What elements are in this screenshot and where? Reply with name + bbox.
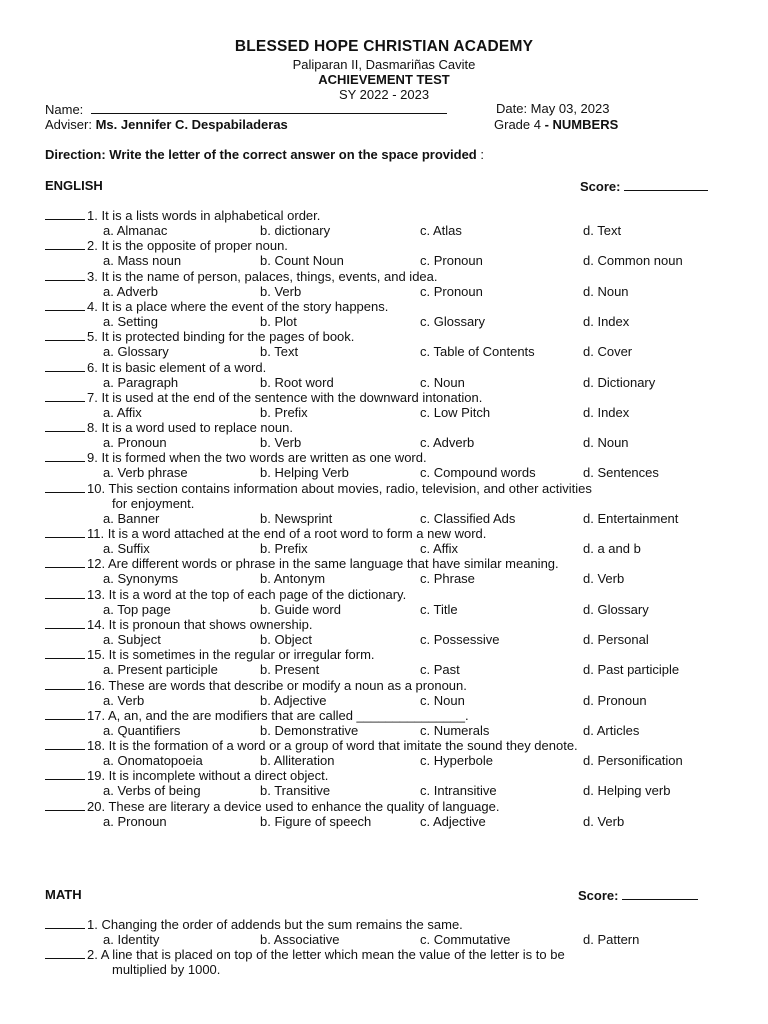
question-text: 20. These are literary a device used to enhance the quality of language. xyxy=(87,798,500,814)
option-b: b. Demonstrative xyxy=(260,722,359,738)
option-d: d. Entertainment xyxy=(583,510,679,526)
question-7 xyxy=(45,390,745,405)
option-d: d. Helping verb xyxy=(583,783,671,799)
math-score xyxy=(578,887,698,903)
question-text: 5. It is protected binding for the pages of book. xyxy=(87,329,355,345)
question-text: 14. It is pronoun that shows ownership. xyxy=(87,616,313,632)
answer-blank[interactable] xyxy=(45,708,85,720)
test-date: Date: May 03, 2023 xyxy=(496,101,610,116)
question-text: 17. A, an, and the are modifiers that are called _______________. xyxy=(87,707,469,723)
option-b: b. Prefix xyxy=(260,404,308,420)
answer-blank[interactable] xyxy=(45,238,85,250)
math-score-label: Score: xyxy=(578,888,619,903)
answer-blank[interactable] xyxy=(45,299,85,311)
question-text: 12. Are different words or phrase in the same language that have similar meaning. xyxy=(87,556,559,572)
option-a: a. Suffix xyxy=(103,541,150,556)
option-b: b. Transitive xyxy=(260,783,331,799)
direction-colon: : xyxy=(476,147,484,162)
option-b: b. Root word xyxy=(260,374,334,390)
question-text: 9. It is formed when the two words are written as one word. xyxy=(87,450,427,466)
option-b: b. Object xyxy=(260,631,313,647)
answer-blank[interactable] xyxy=(45,481,85,493)
option-d: d. Sentences xyxy=(583,465,659,481)
option-a: a. Pronoun xyxy=(103,435,167,451)
option-a: a. Synonyms xyxy=(103,571,179,587)
option-a: a. Glossary xyxy=(103,344,169,360)
option-b: b. Present xyxy=(260,662,320,678)
option-d: d. Index xyxy=(583,313,630,329)
question-4 xyxy=(45,299,745,314)
option-b: b. Helping Verb xyxy=(260,465,349,481)
option-b: b. Text xyxy=(260,344,299,360)
option-c: c. Noun xyxy=(420,374,465,390)
option-a: a. Identity xyxy=(103,932,160,947)
direction-row xyxy=(45,147,484,162)
option-d: d. Dictionary xyxy=(583,374,656,390)
option-c: c. Glossary xyxy=(420,313,486,329)
grade-label: Grade 4 xyxy=(494,117,545,132)
question-1 xyxy=(45,917,745,932)
option-d: d. Pattern xyxy=(583,932,640,947)
question-1 xyxy=(45,208,745,223)
option-c: c. Noun xyxy=(420,692,465,708)
option-c: c. Phrase xyxy=(420,571,475,587)
answer-blank[interactable] xyxy=(45,329,85,341)
option-a: a. Adverb xyxy=(103,283,158,299)
answer-blank[interactable] xyxy=(45,208,85,220)
answer-blank[interactable] xyxy=(45,360,85,372)
question-2 xyxy=(45,238,745,253)
question-text: 13. It is a word at the top of each page of the dictionary. xyxy=(87,586,407,602)
question-text: 8. It is a word used to replace noun. xyxy=(87,420,293,436)
answer-blank[interactable] xyxy=(45,768,85,780)
option-b: b. Verb xyxy=(260,435,302,451)
option-c: c. Adjective xyxy=(420,813,486,829)
direction-text: Direction: Write the letter of the correct answer on the space provided xyxy=(45,147,477,162)
option-a: a. Setting xyxy=(103,313,158,329)
option-d: d. Index xyxy=(583,404,630,420)
question-text: 1. Changing the order of addends but the sum remains the same. xyxy=(87,917,463,932)
school-name: BLESSED HOPE CHRISTIAN ACADEMY xyxy=(234,38,534,55)
option-d: d. Personification xyxy=(583,753,683,769)
question-17 xyxy=(45,708,745,723)
option-a: a. Mass noun xyxy=(103,253,182,269)
question-text: 19. It is incomplete without a direct object. xyxy=(87,768,329,784)
english-score-blank[interactable] xyxy=(624,178,708,191)
option-a: a. Top page xyxy=(103,601,171,617)
option-c: c. Adverb xyxy=(420,435,475,451)
question-text: 4. It is a place where the event of the story happens. xyxy=(87,298,389,314)
option-a: a. Verbs of being xyxy=(103,783,201,799)
option-d: d. Glossary xyxy=(583,601,649,617)
option-d: d. Verb xyxy=(583,813,625,829)
question-text: 6. It is basic element of a word. xyxy=(87,359,267,375)
option-a: a. Subject xyxy=(103,631,161,647)
grade-section: - NUMBERS xyxy=(544,117,619,132)
question-text: 18. It is the formation of a word or a group of word that imitate the sound they denote. xyxy=(87,738,578,754)
option-b: b. Count Noun xyxy=(260,253,344,269)
option-b: b. dictionary xyxy=(260,223,331,238)
question-11 xyxy=(45,526,745,541)
question-text: 3. It is the name of person, palaces, things, events, and idea. xyxy=(87,268,438,284)
answer-blank[interactable] xyxy=(45,450,85,462)
question-6 xyxy=(45,360,745,375)
name-label: Name: xyxy=(45,102,84,117)
option-d: d. Noun xyxy=(583,435,629,451)
question-3 xyxy=(45,269,745,284)
question-20 xyxy=(45,799,745,814)
option-c: c. Atlas xyxy=(420,223,462,238)
option-d: d. Verb xyxy=(583,571,625,587)
option-b: b. Verb xyxy=(260,283,302,299)
test-title: ACHIEVEMENT TEST xyxy=(318,72,450,87)
option-c: c. Pronoun xyxy=(420,253,483,269)
option-a: a. Verb xyxy=(103,692,145,708)
question-18 xyxy=(45,738,745,753)
option-c: c. Numerals xyxy=(420,722,490,738)
answer-blank[interactable] xyxy=(45,420,85,432)
option-c: c. Compound words xyxy=(420,465,536,481)
answer-blank[interactable] xyxy=(45,647,85,659)
option-c: c. Possessive xyxy=(420,631,500,647)
name-row xyxy=(45,101,447,117)
question-text: 2. A line that is placed on top of the letter which mean the value of the letter is to be xyxy=(87,947,565,963)
adviser-name: Ms. Jennifer C. Despabiladeras xyxy=(95,117,288,132)
option-c: c. Hyperbole xyxy=(420,753,493,769)
answer-blank[interactable] xyxy=(45,617,85,629)
question-14 xyxy=(45,617,745,632)
option-b: b. Alliteration xyxy=(260,753,335,769)
option-d: d. Pronoun xyxy=(583,692,647,708)
school-year: SY 2022 - 2023 xyxy=(338,87,430,102)
question-10 xyxy=(45,480,745,511)
question-text: 11. It is a word attached at the end of a root word to form a new word. xyxy=(87,526,487,541)
english-section-title: ENGLISH xyxy=(45,178,103,193)
option-c: c. Table of Contents xyxy=(420,344,535,360)
option-d: d. Past participle xyxy=(583,662,680,678)
option-d: d. a and b xyxy=(583,541,641,556)
math-score-blank[interactable] xyxy=(622,887,698,900)
question-text: 7. It is used at the end of the sentence with the downward intonation. xyxy=(87,389,483,405)
option-a: a. Pronoun xyxy=(103,813,167,829)
option-c: c. Affix xyxy=(420,541,459,556)
option-a: a. Onomatopoeia xyxy=(103,753,203,769)
option-a: a. Banner xyxy=(103,510,160,526)
option-a: a. Paragraph xyxy=(103,374,179,390)
option-c: c. Commutative xyxy=(420,932,511,947)
option-b: b. Newsprint xyxy=(260,510,333,526)
option-b: b. Adjective xyxy=(260,692,327,708)
english-score-label: Score: xyxy=(580,179,621,194)
question-13 xyxy=(45,587,745,602)
question-text: 16. These are words that describe or modify a noun as a pronoun. xyxy=(87,677,467,693)
answer-blank[interactable] xyxy=(45,947,85,959)
option-c: c. Pronoun xyxy=(420,283,483,299)
option-c: c. Classified Ads xyxy=(420,510,516,526)
option-d: d. Articles xyxy=(583,722,640,738)
question-5 xyxy=(45,329,745,344)
answer-blank[interactable] xyxy=(45,738,85,750)
option-a: a. Almanac xyxy=(103,223,168,238)
question-text-continued: for enjoyment. xyxy=(112,495,195,511)
adviser-row xyxy=(45,117,288,132)
option-a: a. Quantifiers xyxy=(103,722,181,738)
answer-blank[interactable] xyxy=(45,526,85,538)
adviser-label: Adviser: xyxy=(45,117,92,132)
option-b: b. Figure of speech xyxy=(260,813,372,829)
question-12 xyxy=(45,556,745,571)
option-d: d. Cover xyxy=(583,344,633,360)
option-b: b. Guide word xyxy=(260,601,341,617)
math-section-title: MATH xyxy=(45,887,82,902)
option-b: b. Plot xyxy=(260,313,297,329)
option-d: d. Personal xyxy=(583,631,649,647)
question-text: 2. It is the opposite of proper noun. xyxy=(87,238,288,254)
question-16 xyxy=(45,678,745,693)
option-c: c. Intransitive xyxy=(420,783,497,799)
answer-blank[interactable] xyxy=(45,678,85,690)
option-d: d. Common noun xyxy=(583,253,683,269)
option-d: d. Text xyxy=(583,223,622,238)
option-b: b. Antonym xyxy=(260,571,326,587)
option-c: c. Low Pitch xyxy=(420,404,491,420)
option-a: a. Present participle xyxy=(103,662,218,678)
option-d: d. Noun xyxy=(583,283,629,299)
school-address: Paliparan II, Dasmariñas Cavite xyxy=(292,57,476,72)
option-b: b. Associative xyxy=(260,932,340,947)
question-2 xyxy=(45,947,745,978)
answer-blank[interactable] xyxy=(45,269,85,281)
question-text: 1. It is a lists words in alphabetical order. xyxy=(87,208,321,223)
question-8 xyxy=(45,420,745,435)
grade-row xyxy=(494,117,618,132)
question-text: 15. It is sometimes in the regular or irregular form. xyxy=(87,647,375,663)
question-9 xyxy=(45,450,745,465)
option-b: b. Prefix xyxy=(260,541,308,556)
question-15 xyxy=(45,647,745,662)
name-blank[interactable] xyxy=(91,101,447,114)
english-score xyxy=(580,178,708,194)
question-text-continued: multiplied by 1000. xyxy=(112,962,221,978)
option-a: a. Verb phrase xyxy=(103,465,188,481)
answer-blank[interactable] xyxy=(45,587,85,599)
option-a: a. Affix xyxy=(103,404,142,420)
answer-blank[interactable] xyxy=(45,556,85,568)
answer-blank[interactable] xyxy=(45,799,85,811)
option-c: c. Title xyxy=(420,601,458,617)
question-19 xyxy=(45,768,745,783)
answer-blank[interactable] xyxy=(45,917,85,929)
question-text: 10. This section contains information about movies, radio, television, and other activities xyxy=(87,480,592,496)
option-c: c. Past xyxy=(420,662,460,678)
answer-blank[interactable] xyxy=(45,390,85,402)
